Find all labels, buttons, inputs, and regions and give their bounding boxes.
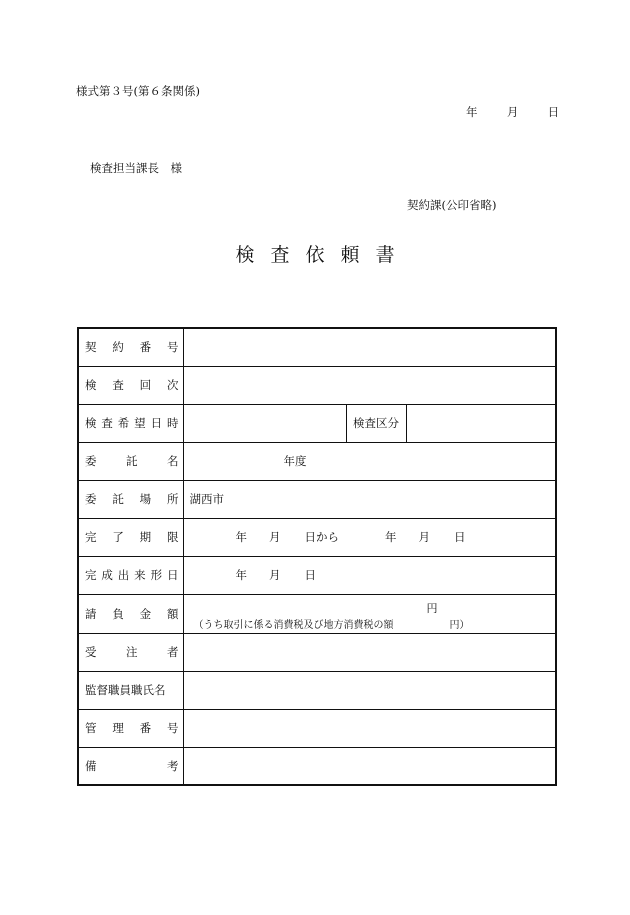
date-day: 日 [547, 105, 560, 119]
field-completion-period[interactable]: 年 月 日から 年 月 日 [183, 518, 556, 556]
date-year: 年 [466, 105, 478, 119]
date-month: 月 [506, 105, 519, 119]
field-commission-place[interactable]: 湖西市 [183, 480, 556, 518]
addressee: 検査担当課長 様 [90, 161, 182, 175]
field-completion-inspection[interactable]: 年 月 日 [183, 556, 556, 594]
row-contract-no [78, 328, 556, 366]
label-contract-amount: 請 負 金 額 [78, 594, 183, 633]
label-supervisor: 監督職員職氏名 [78, 671, 183, 709]
label-commission-place: 委 託 場 所 [78, 480, 183, 518]
row-commission-name [78, 442, 556, 480]
tax-yen: 円） [449, 619, 470, 631]
field-contractor[interactable] [183, 633, 556, 671]
row-commission-place [78, 480, 556, 518]
field-supervisor[interactable] [183, 671, 556, 709]
field-inspection-category[interactable] [406, 404, 556, 442]
inspection-request-table [77, 327, 557, 786]
label-inspection-category: 検査区分 [346, 404, 406, 442]
label-contractor: 受 注 者 [78, 633, 183, 671]
label-desired-datetime: 検 査 希 望 日 時 [78, 404, 183, 442]
row-supervisor [78, 671, 556, 709]
label-management-no: 管 理 番 号 [78, 709, 183, 747]
field-commission-name[interactable]: 年度 [183, 442, 556, 480]
label-remarks: 備 考 [78, 747, 183, 785]
row-inspection-count [78, 366, 556, 404]
page-title: 検 査 依 頼 書 [235, 244, 395, 266]
label-inspection-count: 検 査 回 次 [78, 366, 183, 404]
row-contractor [78, 633, 556, 671]
row-contract-amount [78, 594, 556, 633]
row-completion-period [78, 518, 556, 556]
row-desired-datetime [78, 404, 556, 442]
field-management-no[interactable] [183, 709, 556, 747]
row-management-no [78, 709, 556, 747]
sender: 契約課(公印省略) [407, 198, 497, 212]
date-line [466, 104, 559, 120]
field-inspection-count[interactable] [183, 366, 556, 404]
label-contract-no: 契 約 番 号 [78, 328, 183, 366]
label-completion-period: 完 了 期 限 [78, 518, 183, 556]
form-id: 様式第３号(第６条関係) [76, 84, 200, 98]
field-desired-datetime[interactable] [183, 404, 346, 442]
row-completion-inspection [78, 556, 556, 594]
label-commission-name: 委 託 名 [78, 442, 183, 480]
field-contract-no[interactable] [183, 328, 556, 366]
row-remarks [78, 747, 556, 785]
field-contract-amount[interactable] [183, 594, 556, 633]
yen-mark: 円 [426, 601, 438, 615]
field-remarks[interactable] [183, 747, 556, 785]
label-completion-inspection: 完 成 出 来 形 日 [78, 556, 183, 594]
tax-note: （うち取引に係る消費税及び地方消費税の額 [193, 619, 394, 631]
